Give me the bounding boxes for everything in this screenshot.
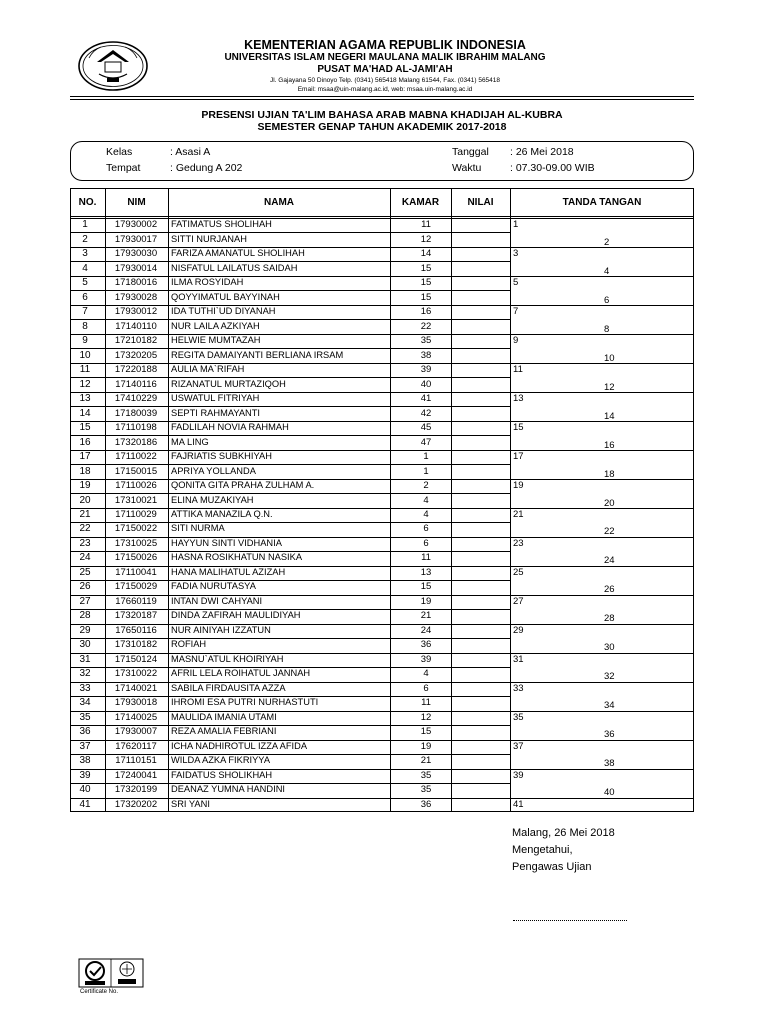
row-number: 29 <box>79 624 91 636</box>
row-name: DEANAZ YUMNA HANDINI <box>171 784 285 795</box>
row-name: SEPTI RAHMAYANTI <box>171 407 261 418</box>
row-number: 14 <box>79 407 91 419</box>
signature-number: 2 <box>604 236 610 248</box>
row-kamar: 15 <box>420 581 432 593</box>
row-nim: 17150029 <box>114 581 158 593</box>
header-nilai: NILAI <box>467 197 494 208</box>
signature-divider <box>510 595 694 596</box>
row-kamar: 42 <box>420 407 432 419</box>
signature-divider <box>510 305 694 306</box>
row-number: 22 <box>79 523 91 535</box>
signature-number: 27 <box>513 595 524 607</box>
signature-divider <box>510 479 694 480</box>
row-kamar: 35 <box>420 335 432 347</box>
signature-number: 18 <box>604 468 615 480</box>
row-name: HASNA ROSIKHATUN NASIKA <box>171 552 303 563</box>
row-nim: 17620117 <box>115 740 157 752</box>
row-kamar: 45 <box>420 422 432 434</box>
signature-number: 28 <box>604 613 615 625</box>
row-number: 17 <box>79 451 91 463</box>
row-kamar: 15 <box>420 726 432 738</box>
signature-divider <box>510 798 694 799</box>
row-name: FAJRIATIS SUBKHIYAH <box>171 451 272 462</box>
signature-divider <box>510 682 694 683</box>
row-name: ROFIAH <box>171 639 207 650</box>
row-kamar: 39 <box>420 364 432 376</box>
signature-number: 33 <box>513 682 524 694</box>
row-nim: 17150022 <box>114 523 158 535</box>
row-nim: 17930018 <box>114 697 158 709</box>
row-name: AFRIL LELA ROIHATUL JANNAH <box>171 668 311 679</box>
row-name: WILDA AZKA FIKRIYYA <box>171 755 271 766</box>
row-nim: 17320187 <box>114 610 158 622</box>
row-name: FAIDATUS SHOLIKHAH <box>171 769 273 780</box>
row-nim: 17180016 <box>114 277 158 289</box>
row-name: QONITA GITA PRAHA ZULHAM A. <box>171 480 315 491</box>
certificate-number-label: Certificate No. <box>80 989 119 995</box>
signature-number: 32 <box>604 671 615 683</box>
row-kamar: 11 <box>421 697 431 709</box>
kelas-value: : Asasi A <box>170 146 211 158</box>
row-name: IHROMI ESA PUTRI NURHASTUTI <box>171 697 319 708</box>
signature-number: 13 <box>513 392 524 404</box>
signature-divider <box>510 566 694 567</box>
row-name: ATTIKA MANAZILA Q.N. <box>171 509 273 519</box>
row-number: 20 <box>79 494 91 506</box>
header-tanda-tangan: TANDA TANGAN <box>562 197 642 208</box>
row-number: 15 <box>79 422 91 434</box>
row-kamar: 1 <box>423 451 429 463</box>
column-divider <box>390 188 391 812</box>
university-logo <box>77 40 149 92</box>
row-nim: 17110151 <box>115 755 157 767</box>
row-kamar: 4 <box>423 494 429 506</box>
signature-number: 16 <box>604 439 615 451</box>
signature-divider <box>510 508 694 509</box>
row-number: 23 <box>79 537 91 549</box>
row-name: ILMA ROSYIDAH <box>171 277 244 288</box>
row-number: 16 <box>79 436 91 448</box>
column-divider <box>168 188 169 812</box>
row-kamar: 15 <box>420 277 432 289</box>
row-nim: 17110022 <box>115 451 157 463</box>
row-number: 12 <box>79 378 91 390</box>
row-nim: 17220188 <box>114 364 158 376</box>
row-number: 39 <box>79 769 91 781</box>
row-number: 4 <box>82 262 88 274</box>
row-nim: 17310025 <box>114 537 158 549</box>
row-number: 31 <box>79 653 91 665</box>
row-number: 24 <box>79 552 91 564</box>
header-separator <box>70 216 694 217</box>
signature-number: 30 <box>604 642 615 654</box>
row-kamar: 35 <box>420 784 432 796</box>
row-number: 7 <box>82 306 88 318</box>
row-name: MAULIDA IMANIA UTAMI <box>171 711 277 722</box>
row-nim: 17930017 <box>114 233 158 245</box>
signature-divider <box>510 769 694 770</box>
center-heading: PUSAT MA'HAD AL-JAMI'AH <box>317 64 453 75</box>
row-name: RIZANATUL MURTAZIQOH <box>171 378 286 389</box>
signature-number: 3 <box>513 247 519 259</box>
signature-number: 7 <box>513 305 519 317</box>
row-nim: 17930007 <box>114 726 158 738</box>
row-number: 5 <box>82 277 88 289</box>
row-nim: 17930012 <box>114 306 158 318</box>
row-name: QOYYIMATUL BAYYINAH <box>171 291 280 302</box>
row-kamar: 15 <box>420 291 432 303</box>
row-nim: 17150015 <box>114 465 158 477</box>
tempat-value: : Gedung A 202 <box>170 162 243 174</box>
row-name: SABILA FIRDAUSITA AZZA <box>171 682 286 693</box>
signature-number: 10 <box>604 352 615 364</box>
row-kamar: 11 <box>421 219 431 231</box>
signature-divider <box>510 363 694 364</box>
row-name: NUR LAILA AZKIYAH <box>171 320 260 331</box>
row-nim: 17140025 <box>114 711 158 723</box>
row-kamar: 22 <box>420 320 432 332</box>
document-title: PRESENSI UJIAN TA'LIM BAHASA ARAB MABNA KHADIJAH AL-KUBRA <box>201 109 563 121</box>
signature-number: 4 <box>604 265 610 277</box>
row-kamar: 36 <box>420 639 432 651</box>
row-kamar: 1 <box>423 465 429 477</box>
row-kamar: 21 <box>420 610 432 622</box>
acknowledged-label: Mengetahui, <box>512 844 573 856</box>
row-name: FATIMATUS SHOLIHAH <box>171 219 272 230</box>
kelas-label: Kelas <box>106 146 133 158</box>
signature-number: 35 <box>513 711 524 723</box>
row-kamar: 4 <box>423 509 429 520</box>
signature-number: 11 <box>513 363 523 375</box>
row-kamar: 35 <box>420 769 432 781</box>
row-nim: 17320199 <box>114 784 158 796</box>
signature-number: 39 <box>513 769 524 781</box>
row-number: 40 <box>79 784 91 796</box>
row-nim: 17180039 <box>114 407 158 419</box>
row-name: AULIA MA`RIFAH <box>171 364 245 375</box>
row-number: 32 <box>79 668 91 680</box>
row-number: 27 <box>79 595 91 607</box>
row-nim: 17140110 <box>115 320 157 332</box>
column-divider <box>510 188 511 812</box>
row-kamar: 15 <box>420 262 432 274</box>
row-name: IDA TUTHI`UD DIYANAH <box>171 306 276 317</box>
row-number: 30 <box>79 639 91 651</box>
row-nim: 17110026 <box>115 480 157 492</box>
row-kamar: 11 <box>421 552 431 564</box>
document-subtitle: SEMESTER GENAP TAHUN AKADEMIK 2017-2018 <box>257 121 507 133</box>
signature-number: 21 <box>513 508 524 520</box>
row-name: NISFATUL LAILATUS SAIDAH <box>171 262 298 273</box>
row-number: 1 <box>82 219 88 231</box>
signature-number: 29 <box>513 624 524 636</box>
row-kamar: 36 <box>420 798 432 810</box>
signature-number: 12 <box>604 381 615 393</box>
row-name: HELWIE MUMTAZAH <box>171 335 261 346</box>
row-number: 41 <box>79 798 91 810</box>
row-nim: 17240041 <box>114 769 158 781</box>
waktu-label: Waktu <box>452 162 482 174</box>
row-nim: 17320186 <box>114 436 158 448</box>
row-name: MA LING <box>171 436 209 447</box>
signature-number: 40 <box>604 787 615 799</box>
row-kamar: 24 <box>420 624 432 636</box>
row-kamar: 39 <box>420 653 432 665</box>
waktu-value: : 07.30-09.00 WIB <box>510 162 595 174</box>
row-number: 37 <box>79 740 91 752</box>
row-name: REZA AMALIA FEBRIANI <box>171 726 277 737</box>
row-nim: 17320202 <box>114 798 158 810</box>
row-kamar: 41 <box>420 393 432 405</box>
row-name: FADLILAH NOVIA RAHMAH <box>171 422 289 433</box>
row-kamar: 6 <box>423 537 429 549</box>
row-nim: 17140021 <box>114 682 158 694</box>
row-number: 36 <box>79 726 91 738</box>
row-kamar: 47 <box>420 436 432 448</box>
signature-number: 38 <box>604 758 615 770</box>
row-kamar: 19 <box>420 740 432 752</box>
signature-number: 41 <box>513 798 524 810</box>
row-number: 2 <box>82 233 88 245</box>
row-name: DINDA ZAFIRAH MAULIDIYAH <box>171 610 301 621</box>
ministry-heading: KEMENTERIAN AGAMA REPUBLIK INDONESIA <box>244 38 526 52</box>
row-kamar: 4 <box>423 668 429 680</box>
row-kamar: 12 <box>420 233 432 245</box>
row-nim: 17930002 <box>114 219 158 231</box>
row-nim: 17930030 <box>114 248 158 260</box>
row-name: HANA MALIHATUL AZIZAH <box>171 566 286 577</box>
column-divider <box>105 188 106 812</box>
signature-number: 31 <box>513 653 524 665</box>
university-heading: UNIVERSITAS ISLAM NEGERI MAULANA MALIK IBRAHIM MALANG <box>224 52 546 63</box>
row-name: MASNU`ATUL KHOIRIYAH <box>171 653 284 664</box>
row-name: INTAN DWI CAHYANI <box>171 595 263 606</box>
row-kamar: 21 <box>420 755 432 767</box>
row-nim: 17930014 <box>114 262 158 274</box>
row-nim: 17410229 <box>114 393 158 405</box>
row-kamar: 12 <box>420 711 432 723</box>
row-kamar: 2 <box>423 480 429 492</box>
row-nim: 17110029 <box>115 509 157 520</box>
row-number: 25 <box>79 566 91 578</box>
row-number: 6 <box>82 291 88 303</box>
row-kamar: 16 <box>420 306 432 318</box>
tanggal-label: Tanggal <box>452 146 489 158</box>
row-nim: 17310022 <box>114 668 158 680</box>
signature-number: 34 <box>604 700 615 712</box>
row-number: 21 <box>79 509 91 520</box>
tempat-label: Tempat <box>106 162 141 174</box>
row-name: FADIA NURUTASYA <box>171 581 256 592</box>
row-kamar: 14 <box>420 248 432 260</box>
signature-divider <box>510 740 694 741</box>
address-line: Jl. Gajayana 50 Dinoyo Telp. (0341) 565418 Malang 61544, Fax. (0341) 565418 <box>269 77 501 84</box>
signature-number: 37 <box>513 740 524 752</box>
signature-number: 14 <box>604 410 615 422</box>
row-nim: 17310021 <box>114 494 158 506</box>
row-number: 38 <box>79 755 91 767</box>
row-number: 35 <box>79 711 91 723</box>
exam-info-box <box>70 141 694 181</box>
row-name: APRIYA YOLLANDA <box>171 465 256 476</box>
row-nim: 17930028 <box>114 291 158 303</box>
row-kamar: 13 <box>420 566 432 578</box>
header-divider <box>70 96 694 97</box>
signature-number: 24 <box>604 555 615 567</box>
signature-number: 23 <box>513 537 524 549</box>
signature-divider <box>510 711 694 712</box>
row-number: 19 <box>79 480 91 492</box>
signature-number: 20 <box>604 497 615 509</box>
attendance-table <box>70 188 694 812</box>
row-nim: 17650116 <box>115 624 157 636</box>
row-nim: 17320205 <box>114 349 158 361</box>
row-name: REGITA DAMAIYANTI BERLIANA IRSAM <box>171 349 344 360</box>
signature-divider <box>510 653 694 654</box>
signature-number: 6 <box>604 294 610 306</box>
header-nim: NIM <box>127 197 146 208</box>
signature-number: 9 <box>513 334 519 346</box>
row-nim: 17110198 <box>115 422 157 434</box>
signature-line <box>513 920 627 921</box>
row-number: 11 <box>79 364 91 376</box>
tanggal-value: : 26 Mei 2018 <box>510 146 574 158</box>
signature-number: 17 <box>513 450 524 462</box>
header-kamar: KAMAR <box>401 197 440 208</box>
row-name: HAYYUN SINTI VIDHANIA <box>171 537 282 548</box>
signature-number: 5 <box>513 276 519 288</box>
row-name: NUR AINIYAH IZZATUN <box>171 624 271 635</box>
row-name: SITTI NURJANAH <box>171 233 247 244</box>
certification-logo <box>78 958 144 988</box>
signature-divider <box>510 450 694 451</box>
place-date: Malang, 26 Mei 2018 <box>512 827 615 839</box>
signature-divider <box>510 334 694 335</box>
signature-divider <box>510 276 694 277</box>
row-name: ICHA NADHIROTUL IZZA AFIDA <box>171 740 308 751</box>
row-kamar: 19 <box>420 595 432 607</box>
signature-number: 8 <box>604 323 610 335</box>
signature-divider <box>510 624 694 625</box>
row-kamar: 6 <box>423 523 429 535</box>
row-nim: 17110041 <box>115 566 157 578</box>
row-kamar: 40 <box>420 378 432 390</box>
row-number: 9 <box>82 335 88 347</box>
signature-divider <box>510 421 694 422</box>
row-number: 18 <box>79 465 91 477</box>
row-kamar: 38 <box>420 349 432 361</box>
row-number: 34 <box>79 697 91 709</box>
row-name: FARIZA AMANATUL SHOLIHAH <box>171 248 305 259</box>
row-name: SRI YANI <box>171 798 210 809</box>
row-number: 3 <box>82 248 88 260</box>
row-nim: 17150026 <box>114 552 158 564</box>
signature-divider <box>510 392 694 393</box>
header-divider-thin <box>70 99 694 100</box>
row-nim: 17150124 <box>114 653 158 665</box>
row-number: 26 <box>79 581 91 593</box>
header-nama: NAMA <box>264 197 294 208</box>
signature-number: 22 <box>604 526 615 538</box>
row-nim: 17660119 <box>115 595 157 607</box>
row-nim: 17210182 <box>114 335 158 347</box>
signature-number: 36 <box>604 729 615 741</box>
row-name: SITI NURMA <box>171 523 225 534</box>
signature-number: 15 <box>513 421 524 433</box>
signature-divider <box>510 247 694 248</box>
header-no: NO. <box>78 197 97 208</box>
row-name: USWATUL FITRIYAH <box>171 393 260 404</box>
row-number: 13 <box>79 393 91 405</box>
row-number: 10 <box>79 349 91 361</box>
signature-number: 26 <box>604 584 615 596</box>
row-number: 8 <box>82 320 88 332</box>
row-name: ELINA MUZAKIYAH <box>171 494 254 505</box>
signature-number: 19 <box>513 479 524 491</box>
row-kamar: 6 <box>423 682 429 694</box>
row-nim: 17310182 <box>114 639 158 651</box>
signature-divider <box>510 537 694 538</box>
row-number: 33 <box>79 682 91 694</box>
supervisor-label: Pengawas Ujian <box>512 861 592 873</box>
row-number: 28 <box>79 610 91 622</box>
signature-number: 25 <box>513 566 524 578</box>
contact-line: Email: msaa@uin-malang.ac.id, web: msaa.uin-malang.ac.id <box>297 86 473 93</box>
signature-number: 1 <box>513 219 519 230</box>
row-nim: 17140116 <box>115 378 157 390</box>
